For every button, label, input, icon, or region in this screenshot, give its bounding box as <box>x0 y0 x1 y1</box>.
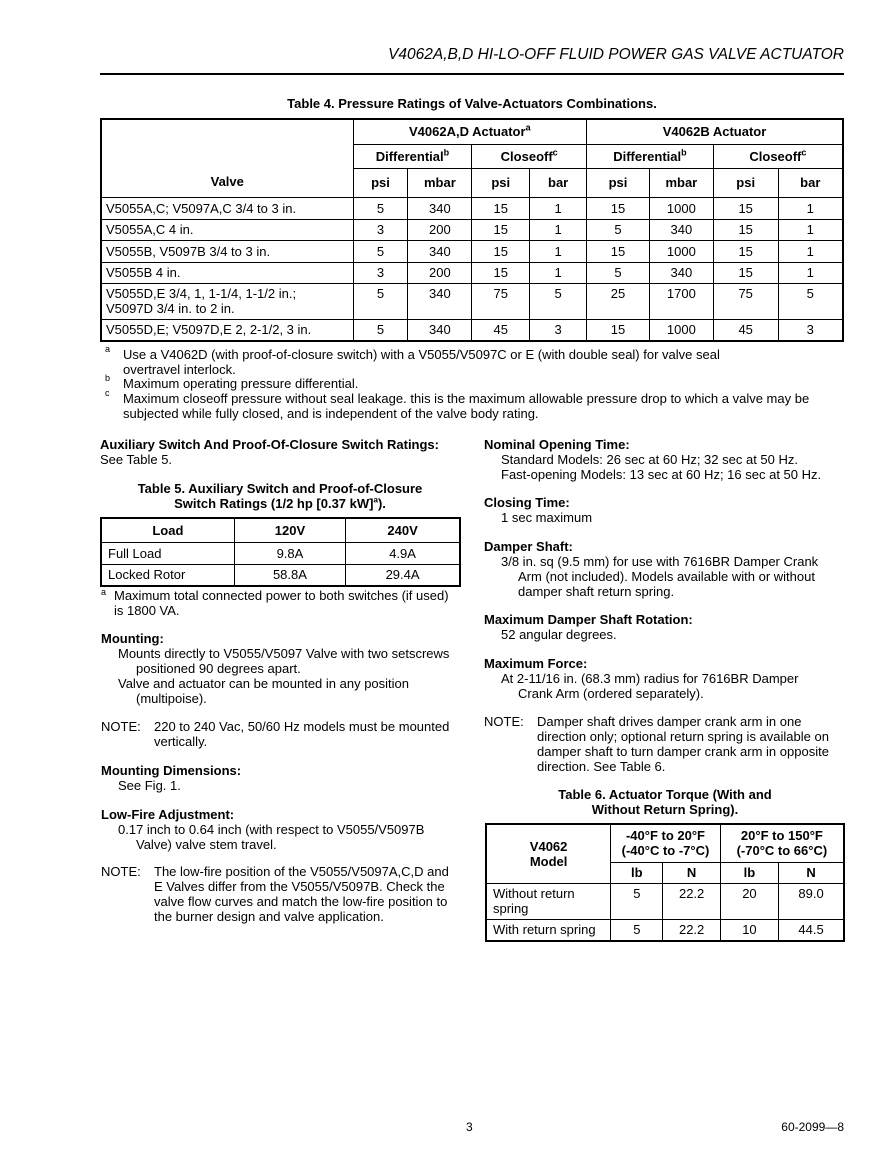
value-cell: 1700 <box>649 283 713 319</box>
footnote-c: Maximum closeoff pressure without seal leakage. this is the maximum allowable pressure drop to which a valve may be subjected while fully closed, and is independent of the valve body rating. <box>123 391 810 421</box>
value-cell: 1000 <box>649 197 713 219</box>
aux-switch-heading: Auxiliary Switch And Proof-Of-Closure Switch Ratings: <box>100 437 439 452</box>
opening-time-text-1: Standard Models: 26 sec at 60 Hz; 32 sec at 50 Hz. <box>501 452 798 467</box>
max-force-text-1: At 2-11/16 in. (68.3 mm) radius for 7616BR Damper <box>501 671 799 686</box>
v4062b-group-header: V4062B Actuator <box>587 119 843 144</box>
note-low-fire-text: The low-fire position of the V5055/V5097A,C,D and E Valves differ from the V5055/V5097B. Check the valve flow curves and match the low-fire position to the burner design and valve application. <box>154 864 449 924</box>
damper-shaft-heading: Damper Shaft: <box>484 539 573 554</box>
value-cell: 340 <box>649 262 713 283</box>
table-row <box>101 542 460 564</box>
value-cell: 45 <box>713 319 778 341</box>
low-fire-text-2: Valve) valve stem travel. <box>136 837 277 852</box>
footnote-a: Use a V4062D (with proof-of-closure switch) with a V5055/V5097C or E (with double seal) for valve seal overtravel interlock. <box>123 347 720 377</box>
value-cell: 75 <box>472 283 530 319</box>
value-cell: 340 <box>408 240 472 262</box>
mounting-text-4: (multipoise). <box>136 691 207 706</box>
table4-caption: Table 4. Pressure Ratings of Valve-Actuators Combinations. <box>287 96 657 111</box>
unit-header: N <box>779 862 844 883</box>
120v-header: 120V <box>234 518 345 542</box>
value-cell: 340 <box>408 319 472 341</box>
valve-cell: V5055A,C 4 in. <box>101 219 353 240</box>
unit-header: mbar <box>649 168 713 197</box>
table-row <box>101 283 843 319</box>
table6-actuator-torque <box>485 823 845 942</box>
load-cell: Full Load <box>101 542 234 564</box>
footnote-mark-a: a <box>105 344 111 354</box>
value-cell: 340 <box>408 197 472 219</box>
unit-header: psi <box>472 168 530 197</box>
range2-header: 20°F to 150°F (-70°C to 66°C) <box>720 824 844 862</box>
240v-header: 240V <box>346 518 460 542</box>
unit-header: mbar <box>408 168 472 197</box>
value-cell: 15 <box>587 319 650 341</box>
ad-differential-header: Differential$^b$ <box>353 144 472 168</box>
value-cell: 10 <box>720 919 778 941</box>
table-row <box>101 319 843 341</box>
b-differential-header: Differential$^b$ <box>587 144 714 168</box>
value-cell: 15 <box>472 219 530 240</box>
low-fire-text-1: 0.17 inch to 0.64 inch (with respect to V5055/V5097B <box>118 822 425 837</box>
opening-time-text-2: Fast-opening Models: 13 sec at 60 Hz; 16 sec at 50 Hz. <box>501 467 822 482</box>
value-cell: 15 <box>713 262 778 283</box>
value-cell: 3 <box>778 319 843 341</box>
value-cell: 1 <box>530 240 587 262</box>
value-cell: 5 <box>778 283 843 319</box>
value-cell: 15 <box>713 197 778 219</box>
mounting-heading: Mounting: <box>101 631 164 646</box>
valve-cell: V5055D,E; V5097D,E 2, 2-1/2, 3 in. <box>101 319 353 341</box>
note-damper-text: Damper shaft drives damper crank arm in one direction only; optional return spring is available on damper shaft to turn damper crank arm in opposite direction. See Table 6. <box>537 714 829 774</box>
low-fire-heading: Low-Fire Adjustment: <box>101 807 235 822</box>
value-cell: 1 <box>530 219 587 240</box>
table6-caption: Table 6. Actuator Torque (With and Without Return Spring). <box>558 787 772 817</box>
damper-shaft-text-2: Arm (not included). Models available with or without <box>518 569 815 584</box>
footnote-b: Maximum operating pressure differential. <box>123 376 359 391</box>
mounting-text-3: Valve and actuator can be mounted in any position <box>118 676 410 691</box>
value-cell: 4.9A <box>346 542 460 564</box>
value-cell: 5 <box>353 319 408 341</box>
valve-cell: V5055D,E 3/4, 1, 1-1/4, 1-1/2 in.; V5097D 3/4 in. to 2 in. <box>101 283 353 319</box>
value-cell: 25 <box>587 283 650 319</box>
value-cell: 3 <box>353 219 408 240</box>
value-cell: 1 <box>530 197 587 219</box>
unit-header: lb <box>611 862 663 883</box>
value-cell: 45 <box>472 319 530 341</box>
unit-header: lb <box>720 862 778 883</box>
value-cell: 1000 <box>649 319 713 341</box>
value-cell: 15 <box>713 240 778 262</box>
b-closeoff-header: Closeoff$^c$ <box>713 144 843 168</box>
closing-time-heading: Closing Time: <box>484 495 570 510</box>
footnote-mark-b: b <box>105 373 111 383</box>
table-row <box>101 564 460 586</box>
valve-cell: V5055A,C; V5097A,C 3/4 to 3 in. <box>101 197 353 219</box>
value-cell: 5 <box>530 283 587 319</box>
value-cell: 29.4A <box>346 564 460 586</box>
note-mounting-text: 220 to 240 Vac, 50/60 Hz models must be mounted vertically. <box>154 719 450 749</box>
valve-cell: V5055B 4 in. <box>101 262 353 283</box>
model-header: V4062 Model <box>486 824 611 883</box>
value-cell: 5 <box>587 219 650 240</box>
value-cell: 22.2 <box>663 919 720 941</box>
value-cell: 9.8A <box>234 542 345 564</box>
table5-switch-ratings <box>100 517 461 587</box>
value-cell: 22.2 <box>663 883 720 919</box>
value-cell: 200 <box>408 262 472 283</box>
note-label: NOTE: <box>101 719 141 734</box>
value-cell: 5 <box>611 919 663 941</box>
range1-header: -40°F to 20°F (-40°C to -7°C) <box>611 824 721 862</box>
value-cell: 44.5 <box>779 919 844 941</box>
shaft-rotation-text: 52 angular degrees. <box>501 627 617 642</box>
value-cell: 1 <box>530 262 587 283</box>
unit-header: psi <box>713 168 778 197</box>
model-cell: With return spring <box>486 919 611 941</box>
opening-time-heading: Nominal Opening Time: <box>484 437 630 452</box>
value-cell: 89.0 <box>779 883 844 919</box>
note-label: NOTE: <box>101 864 141 879</box>
value-cell: 3 <box>530 319 587 341</box>
table5-footnote: Maximum total connected power to both switches (if used) is 1800 VA. <box>114 588 449 618</box>
model-cell: Without return spring <box>486 883 611 919</box>
value-cell: 1 <box>778 262 843 283</box>
value-cell: 200 <box>408 219 472 240</box>
table-row <box>486 883 844 919</box>
value-cell: 58.8A <box>234 564 345 586</box>
value-cell: 20 <box>720 883 778 919</box>
shaft-rotation-heading: Maximum Damper Shaft Rotation: <box>484 612 693 627</box>
header-divider <box>100 73 844 75</box>
table-row <box>101 219 843 240</box>
value-cell: 5 <box>611 883 663 919</box>
mounting-dimensions-text: See Fig. 1. <box>118 778 181 793</box>
value-cell: 1000 <box>649 240 713 262</box>
max-force-text-2: Crank Arm (ordered separately). <box>518 686 704 701</box>
value-cell: 1 <box>778 197 843 219</box>
table-row <box>101 262 843 283</box>
table5-caption: Table 5. Auxiliary Switch and Proof-of-Closure Switch Ratings (1/2 hp [0.37 kW]$^a$). <box>137 481 423 511</box>
v4062ad-group-header: V4062A,D Actuator$^a$ <box>353 119 587 144</box>
value-cell: 15 <box>472 262 530 283</box>
value-cell: 5 <box>353 197 408 219</box>
value-cell: 15 <box>472 197 530 219</box>
value-cell: 5 <box>353 240 408 262</box>
mounting-text-2: positioned 90 degrees apart. <box>136 661 301 676</box>
page-number: 3 <box>466 1120 473 1134</box>
footnote-mark-c: c <box>105 388 110 398</box>
table5-footnote-mark: a <box>101 587 107 597</box>
valve-column-header: Valve <box>101 119 353 197</box>
value-cell: 1 <box>778 240 843 262</box>
aux-switch-text: See Table 5. <box>100 452 173 467</box>
max-force-heading: Maximum Force: <box>484 656 588 671</box>
ad-closeoff-header: Closeoff$^c$ <box>472 144 587 168</box>
value-cell: 15 <box>587 240 650 262</box>
load-cell: Locked Rotor <box>101 564 234 586</box>
damper-shaft-text-3: damper shaft return spring. <box>518 584 675 599</box>
load-header: Load <box>101 518 234 542</box>
table-row <box>101 197 843 219</box>
value-cell: 15 <box>472 240 530 262</box>
value-cell: 75 <box>713 283 778 319</box>
note-label: NOTE: <box>484 714 524 729</box>
table4-pressure-ratings <box>100 118 844 342</box>
unit-header: psi <box>353 168 408 197</box>
unit-header: psi <box>587 168 650 197</box>
valve-cell: V5055B, V5097B 3/4 to 3 in. <box>101 240 353 262</box>
value-cell: 1 <box>778 219 843 240</box>
value-cell: 15 <box>713 219 778 240</box>
unit-header: N <box>663 862 720 883</box>
value-cell: 15 <box>587 197 650 219</box>
value-cell: 5 <box>353 283 408 319</box>
value-cell: 340 <box>649 219 713 240</box>
value-cell: 5 <box>587 262 650 283</box>
mounting-dimensions-heading: Mounting Dimensions: <box>101 763 242 778</box>
value-cell: 3 <box>353 262 408 283</box>
value-cell: 340 <box>408 283 472 319</box>
closing-time-text: 1 sec maximum <box>501 510 593 525</box>
document-number: 60-2099—8 <box>781 1120 844 1134</box>
table-row <box>101 240 843 262</box>
damper-shaft-text-1: 3/8 in. sq (9.5 mm) for use with 7616BR Damper Crank <box>501 554 819 569</box>
table-row <box>486 919 844 941</box>
unit-header: bar <box>530 168 587 197</box>
unit-header: bar <box>778 168 843 197</box>
running-header-title: V4062A,B,D HI-LO-OFF FLUID POWER GAS VALVE ACTUATOR <box>388 46 844 63</box>
mounting-text-1: Mounts directly to V5055/V5097 Valve with two setscrews <box>118 646 450 661</box>
